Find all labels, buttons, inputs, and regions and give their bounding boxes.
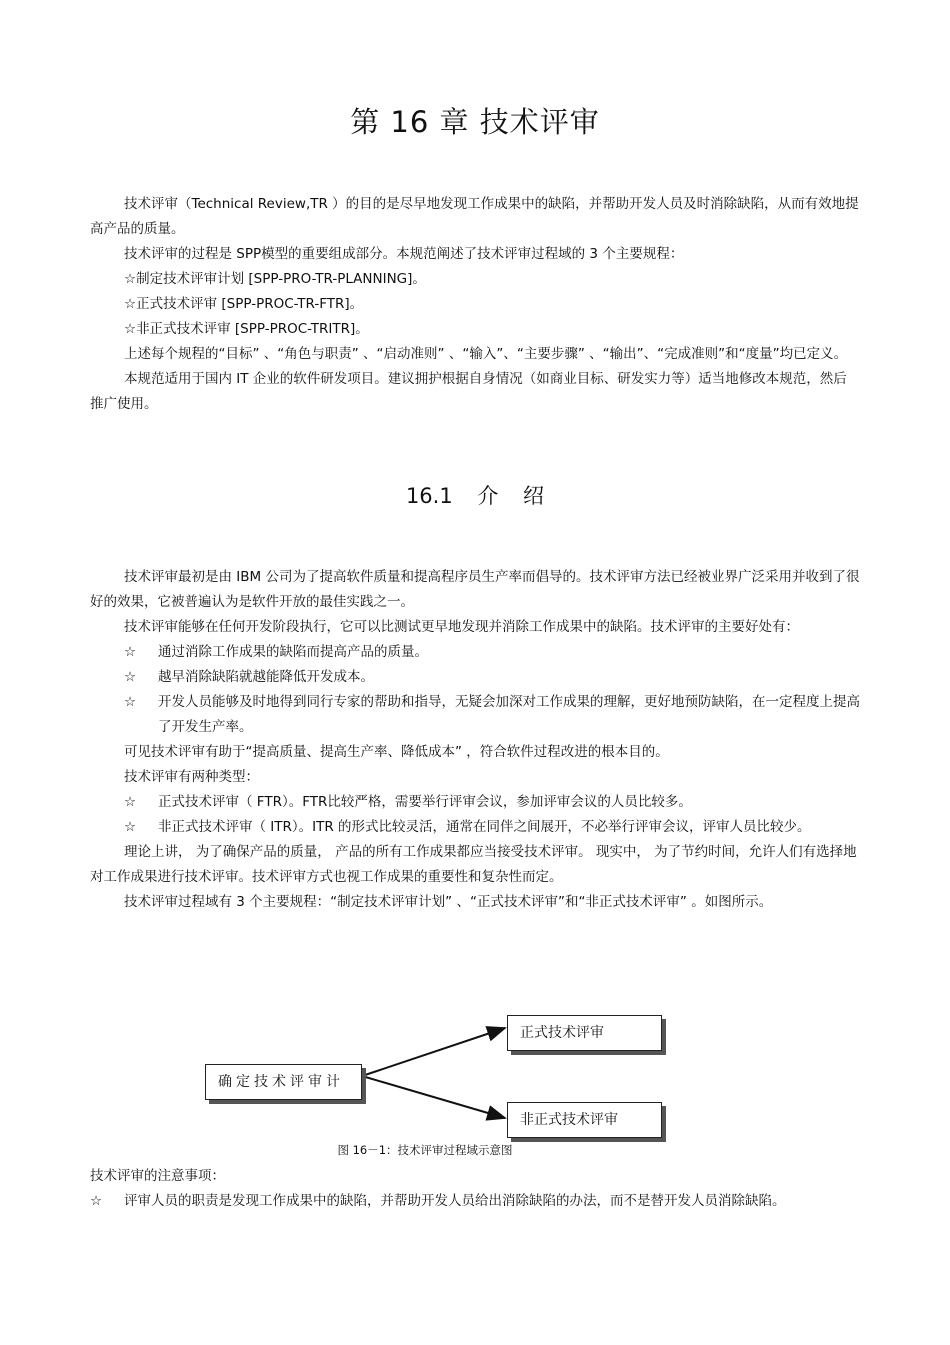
star-bullet-icon: ☆ [124,694,137,710]
benefit-text: 通过消除工作成果的缺陷而提高产品的质量。 [158,644,428,660]
diagram-box-ftr: 正式技术评审 [507,1015,662,1051]
star-bullet-icon: ☆ [90,1193,103,1209]
benefit-item [90,640,860,665]
type-item [90,790,860,815]
figure-caption: 图 16－1：技术评审过程域示意图 [337,1143,513,1157]
intro-paragraph-1: 技术评审（Technical Review,TR ）的目的是尽早地发现工作成果中的缺陷，并帮助开发人员及时消除缺陷，从而有效地提高产品的质量。 [90,196,859,237]
intro-paragraph-4: 本规范适用于国内 IT 企业的软件研发项目。建议拥护根据自身情况（如商业目标、研发实力等）适当地修改本规范，然后推广使用。 [90,371,847,412]
arrow-to-itr [362,1076,505,1118]
note-item [90,1189,860,1214]
diagram-box-planning: 确定技术评审计 [205,1064,362,1100]
benefit-text: 越早消除缺陷就越能降低开发成本。 [158,669,374,685]
star-bullet-icon: ☆ [124,819,137,835]
intro-paragraph-3: 上述每个规程的“目标” 、“角色与职责” 、“启动准则” 、“输入”、“主要步骤” 、“输出”、“完成准则”和“度量”均已定义。 [124,346,848,362]
notes-section [90,1164,860,1214]
section-paragraph-3: 可见技术评审有助于“提高质量、提高生产率、降低成本” ，符合软件过程改进的根本目的。 [124,744,669,760]
star-bullet-icon: ☆ [124,669,137,685]
star-bullet-icon: ☆ [124,644,137,660]
chapter-title: 第 16 章 技术评审 [350,105,600,139]
section-title: 16.1 介 绍 [405,484,545,508]
section-body [90,565,860,915]
diagram-box-itr: 非正式技术评审 [507,1102,662,1138]
section-paragraph-5: 理论上讲， 为了确保产品的质量， 产品的所有工作成果都应当接受技术评审。 现实中， 为了节约时间，允许人们有选择地对工作成果进行技术评审。技术评审方式也视工作成果的重要性和复杂性而定。 [90,844,857,885]
note-text: 评审人员的职责是发现工作成果中的缺陷，并帮助开发人员给出消除缺陷的办法，而不是替开发人员消除缺陷。 [124,1193,786,1209]
intro-procedure-1: ☆制定技术评审计划 [SPP-PRO-TR-PLANNING]。 [124,271,426,287]
type-item [90,815,860,840]
intro-procedure-3: ☆非正式技术评审 [SPP-PROC-TRITR]。 [124,321,369,337]
intro-paragraph-2: 技术评审的过程是 SPP模型的重要组成部分。本规范阐述了技术评审过程域的 3 个主要规程： [124,246,684,262]
diagram-arrows [0,1000,950,1160]
section-paragraph-6: 技术评审过程域有 3 个主要规程：“制定技术评审计划” 、“正式技术评审”和“非正式技术评审” 。如图所示。 [124,894,773,910]
type-text: 正式技术评审（ FTR）。FTR比较严格，需要举行评审会议，参加评审会议的人员比较多。 [158,794,692,810]
section-paragraph-2: 技术评审能够在任何开发阶段执行，它可以比测试更早地发现并消除工作成果中的缺陷。技术评审的主要好处有： [124,619,799,635]
section-paragraph-4: 技术评审有两种类型： [124,769,259,785]
intro-procedure-2: ☆正式技术评审 [SPP-PROC-TR-FTR]。 [124,296,364,312]
star-bullet-icon: ☆ [124,794,137,810]
process-diagram [0,1000,950,1160]
notes-heading: 技术评审的注意事项： [90,1168,225,1184]
intro-section [90,192,860,417]
benefit-item [90,665,860,690]
benefit-text: 开发人员能够及时地得到同行专家的帮助和指导，无疑会加深对工作成果的理解，更好地预防缺陷，在一定程度上提高了开发生产率。 [158,694,860,735]
benefit-item [90,690,860,740]
arrow-to-ftr [362,1028,505,1076]
type-text: 非正式技术评审（ ITR）。ITR 的形式比较灵活，通常在同伴之间展开，不必举行评审会议，评审人员比较少。 [158,819,811,835]
section-paragraph-1: 技术评审最初是由 IBM 公司为了提高软件质量和提高程序员生产率而倡导的。技术评审方法已经被业界广泛采用并收到了很好的效果，它被普遍认为是软件开放的最佳实践之一。 [90,569,860,610]
